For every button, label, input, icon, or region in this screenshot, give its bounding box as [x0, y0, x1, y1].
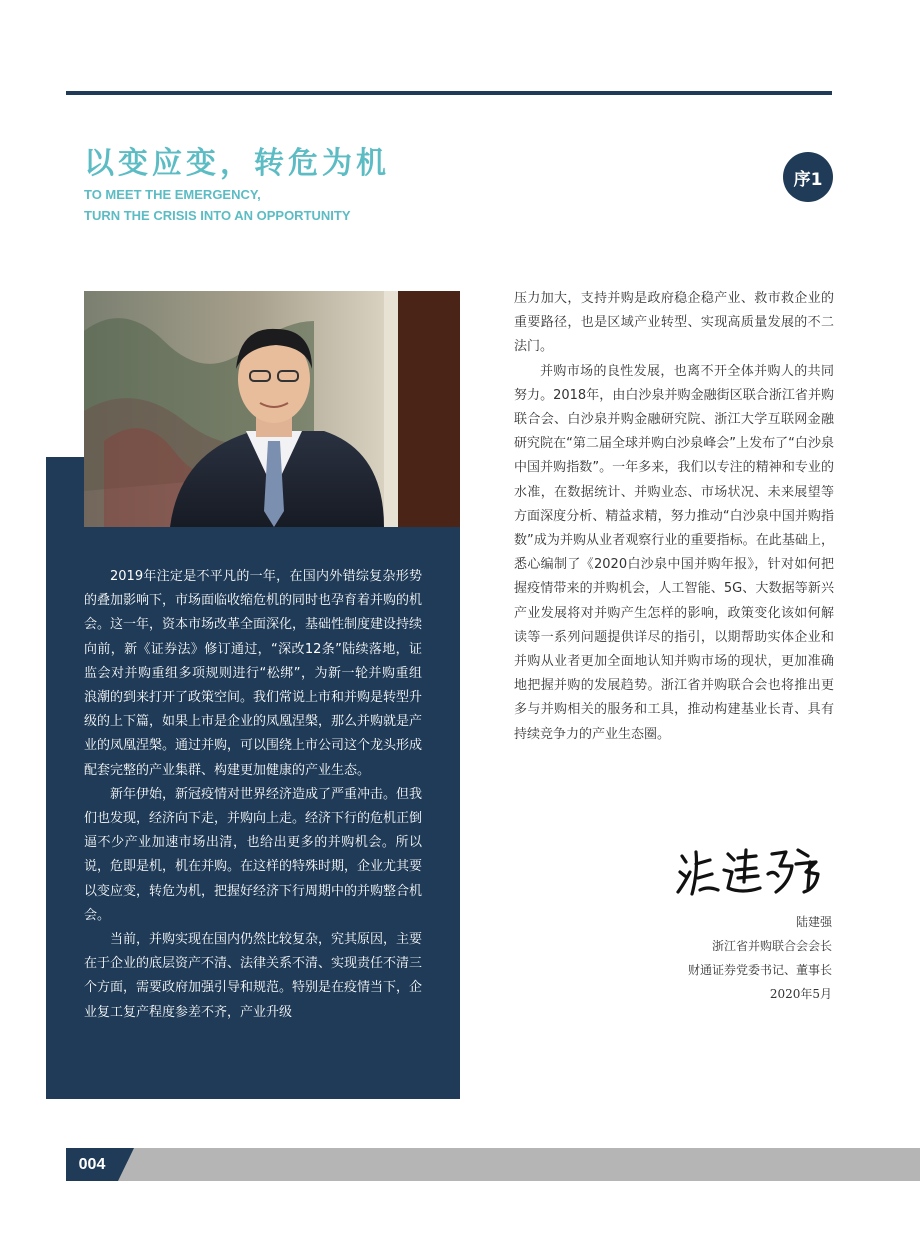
author-title-1: 浙江省并购联合会会长	[711, 939, 832, 953]
left-paragraph-1: 2019年注定是不平凡的一年，在国内外错综复杂形势的叠加影响下，市场面临收缩危机的同时也孕育着并购的机会。这一年，资本市场改革全面深化，基础性制度建设持续向前，新《证券法》修订通过，“深改12条”陆续落地，证监会对并购重组多项规则进行“松绑”，为新一轮并购重组浪潮的到来打开了政策空间。我们常说上市和并购是转型升级的上下篇，如果上市是企业的凤凰涅槃，那么并购就是产业的凤凰涅槃。通过并购，可以围绕上市公司这个龙头形成配套完整的产业集群、构建更加健康的产业生态。	[84, 569, 423, 778]
handwritten-signature	[676, 842, 826, 898]
right-column-text	[514, 287, 834, 747]
subtitle-line-2: TURN THE CRISIS INTO AN OPPORTUNITY	[84, 208, 351, 223]
preface-badge: 序1	[783, 152, 833, 202]
footer-bar	[110, 1148, 920, 1181]
author-portrait	[84, 291, 460, 527]
left-paragraph-3: 当前，并购实现在国内仍然比较复杂，究其原因，主要在于企业的底层资产不清、法律关系不清、实现责任不清三个方面，需要政府加强引导和规范。特别是在疫情当下，企业复工复产程度参差不齐，产业升级	[84, 932, 423, 1020]
subtitle-line-1: TO MEET THE EMERGENCY,	[84, 187, 261, 202]
page-title: 以变应变，转危为机	[84, 146, 390, 181]
right-paragraph-1: 并购市场的良性发展，也离不开全体并购人的共同努力。2018年，由白沙泉并购金融街区联合浙江省并购联合会、白沙泉并购金融研究院、浙江大学互联网金融研究院在“第二届全球并购白沙泉峰会”上发布了“白沙泉中国并购指数”。一年多来，我们以专注的精神和专业的水准，在数据统计、并购业态、市场状况、未来展望等方面深度分析、精益求精，努力推动“白沙泉中国并购指数”成为并购从业者观察行业的重要指标。在此基础上，悉心编制了《2020白沙泉中国并购年报》，针对如何把握疫情带来的并购机会，人工智能、5G、大数据等新兴产业发展将对并购产生怎样的影响，政策变化该如何解读等一系列问题提供详尽的指引，以期帮助实体企业和并购从业者更加全面地认知并购市场的现状，更加准确地把握并购的发展趋势。浙江省并购联合会也将推出更多与并购相关的服务和工具，推动构建基业长青、具有持续竞争力的产业生态圈。	[514, 363, 834, 742]
left-paragraph-2: 新年伊始，新冠疫情对世界经济造成了严重冲击。但我们也发现，经济向下走，并购向上走。经济下行的危机正倒逼不少产业加速市场出清，也给出更多的并购机会。所以说，危即是机，机在并购。在这样的特殊时期，企业尤其要以变应变，转危为机，把握好经济下行周期中的并购整合机会。	[84, 786, 423, 923]
top-rule	[66, 91, 832, 95]
author-name: 陆建强	[795, 915, 832, 929]
right-paragraph-continuation: 压力加大，支持并购是政府稳企稳产业、救市救企业的重要路径，也是区域产业转型、实现高质量发展的不二法门。	[514, 291, 834, 355]
author-date: 2020年5月	[769, 987, 832, 1001]
author-info	[688, 910, 832, 1006]
page-number-tab	[66, 1148, 118, 1181]
page-tab-slant	[118, 1148, 134, 1181]
left-column-text	[84, 565, 422, 1025]
author-title-2: 财通证券党委书记、董事长	[687, 963, 832, 977]
page-number: 004	[78, 1155, 106, 1173]
page-subtitle-en	[84, 184, 351, 226]
